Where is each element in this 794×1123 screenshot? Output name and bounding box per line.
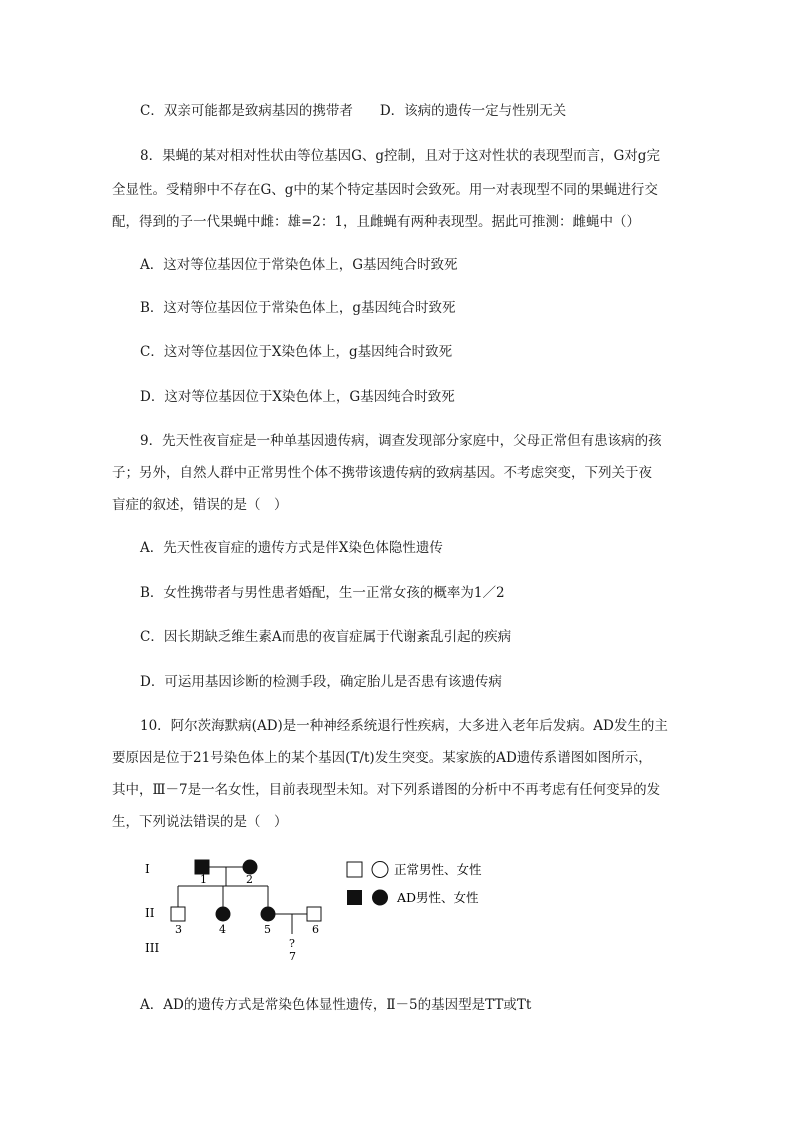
individual-number-6: 6 xyxy=(312,923,319,936)
generation-label-i: I xyxy=(145,862,150,876)
question-9-line-2: 子；另外，自然人群中正常男性个体不携带该遗传病的致病基因。不考虑突变，下列关于夜 xyxy=(112,465,652,481)
question-10-line-2: 要原因是位于21号染色体上的某个基因(T/t)发生突变。某家族的AD遗传系谱图如图所示， xyxy=(112,750,652,766)
individual-i-1-affected-male xyxy=(195,860,209,874)
legend-affected-label: AD男性、女性 xyxy=(397,890,479,905)
individual-number-7: 7 xyxy=(289,950,296,963)
question-9-line-3: 盲症的叙述，错误的是（ ） xyxy=(112,497,288,513)
generation-label-ii: II xyxy=(145,906,155,920)
option-a-q9: A．先天性夜盲症的遗传方式是伴X染色体隐性遗传 xyxy=(140,540,443,556)
generation-label-iii: III xyxy=(145,941,160,955)
question-8-line-3: 配，得到的子一代果蝇中雌：雄=2：1，且雌蝇有两种表现型。据此可推测：雌蝇中（） xyxy=(112,214,640,230)
individual-number-5: 5 xyxy=(264,923,271,936)
individual-ii-3-normal-male xyxy=(171,907,185,921)
option-c-q9: C．因长期缺乏维生素A而患的夜盲症属于代谢紊乱引起的疾病 xyxy=(140,629,512,645)
legend-normal-label: 正常男性、女性 xyxy=(394,862,482,877)
individual-number-2: 2 xyxy=(246,873,253,886)
question-10-line-1: 10．阿尔茨海默病(AD)是一种神经系统退行性疾病，大多进入老年后发病。AD发生的主 xyxy=(140,718,668,734)
individual-number-4: 4 xyxy=(219,923,226,936)
legend-affected-male-square xyxy=(347,890,362,905)
option-b-q9: B．女性携带者与男性患者婚配，生一正常女孩的概率为1／2 xyxy=(140,585,505,601)
individual-number-3: 3 xyxy=(175,923,182,936)
question-10-line-3: 其中，Ⅲ－7是一名女性，目前表现型未知。对下列系谱图的分析中不再考虑有任何变异的发 xyxy=(112,782,661,798)
legend-normal-male-square xyxy=(347,862,362,877)
question-9-line-1: 9．先天性夜盲症是一种单基因遗传病，调查发现部分家庭中，父母正常但有患该病的孩 xyxy=(140,433,662,449)
question-10-line-4: 生，下列说法错误的是（ ） xyxy=(112,814,288,830)
option-a-q8: A．这对等位基因位于常染色体上，G基因纯合时致死 xyxy=(140,257,458,273)
option-a-q10: A．AD的遗传方式是常染色体显性遗传，Ⅱ－5的基因型是TT或Tt xyxy=(140,997,532,1013)
individual-ii-4-affected-female xyxy=(216,907,231,922)
option-c-q8: C．这对等位基因位于X染色体上，g基因纯合时致死 xyxy=(140,344,453,360)
option-d-q9: D．可运用基因诊断的检测手段，确定胎儿是否患有该遗传病 xyxy=(140,674,502,690)
individual-ii-6-normal-male xyxy=(307,907,321,921)
pedigree-svg xyxy=(140,848,500,968)
individual-iii-7-unknown-mark: ? xyxy=(289,937,295,950)
individual-ii-5-affected-female xyxy=(261,907,276,922)
individual-number-1: 1 xyxy=(200,873,207,886)
pedigree-chart xyxy=(140,848,500,968)
legend-normal-female-circle xyxy=(372,862,388,878)
option-c-q7: C．双亲可能都是致病基因的携带者 D．该病的遗传一定与性别无关 xyxy=(140,103,567,119)
legend-affected-female-circle xyxy=(372,890,388,906)
option-b-q8: B．这对等位基因位于常染色体上，g基因纯合时致死 xyxy=(140,300,456,316)
question-8-line-2: 全显性。受精卵中不存在G、g中的某个特定基因时会致死。用一对表现型不同的果蝇进行交 xyxy=(112,182,658,198)
option-d-q8: D．这对等位基因位于X染色体上，G基因纯合时致死 xyxy=(140,389,455,405)
question-8-line-1: 8．果蝇的某对相对性状由等位基因G、g控制，且对于这对性状的表现型而言，G对g完 xyxy=(140,148,660,164)
